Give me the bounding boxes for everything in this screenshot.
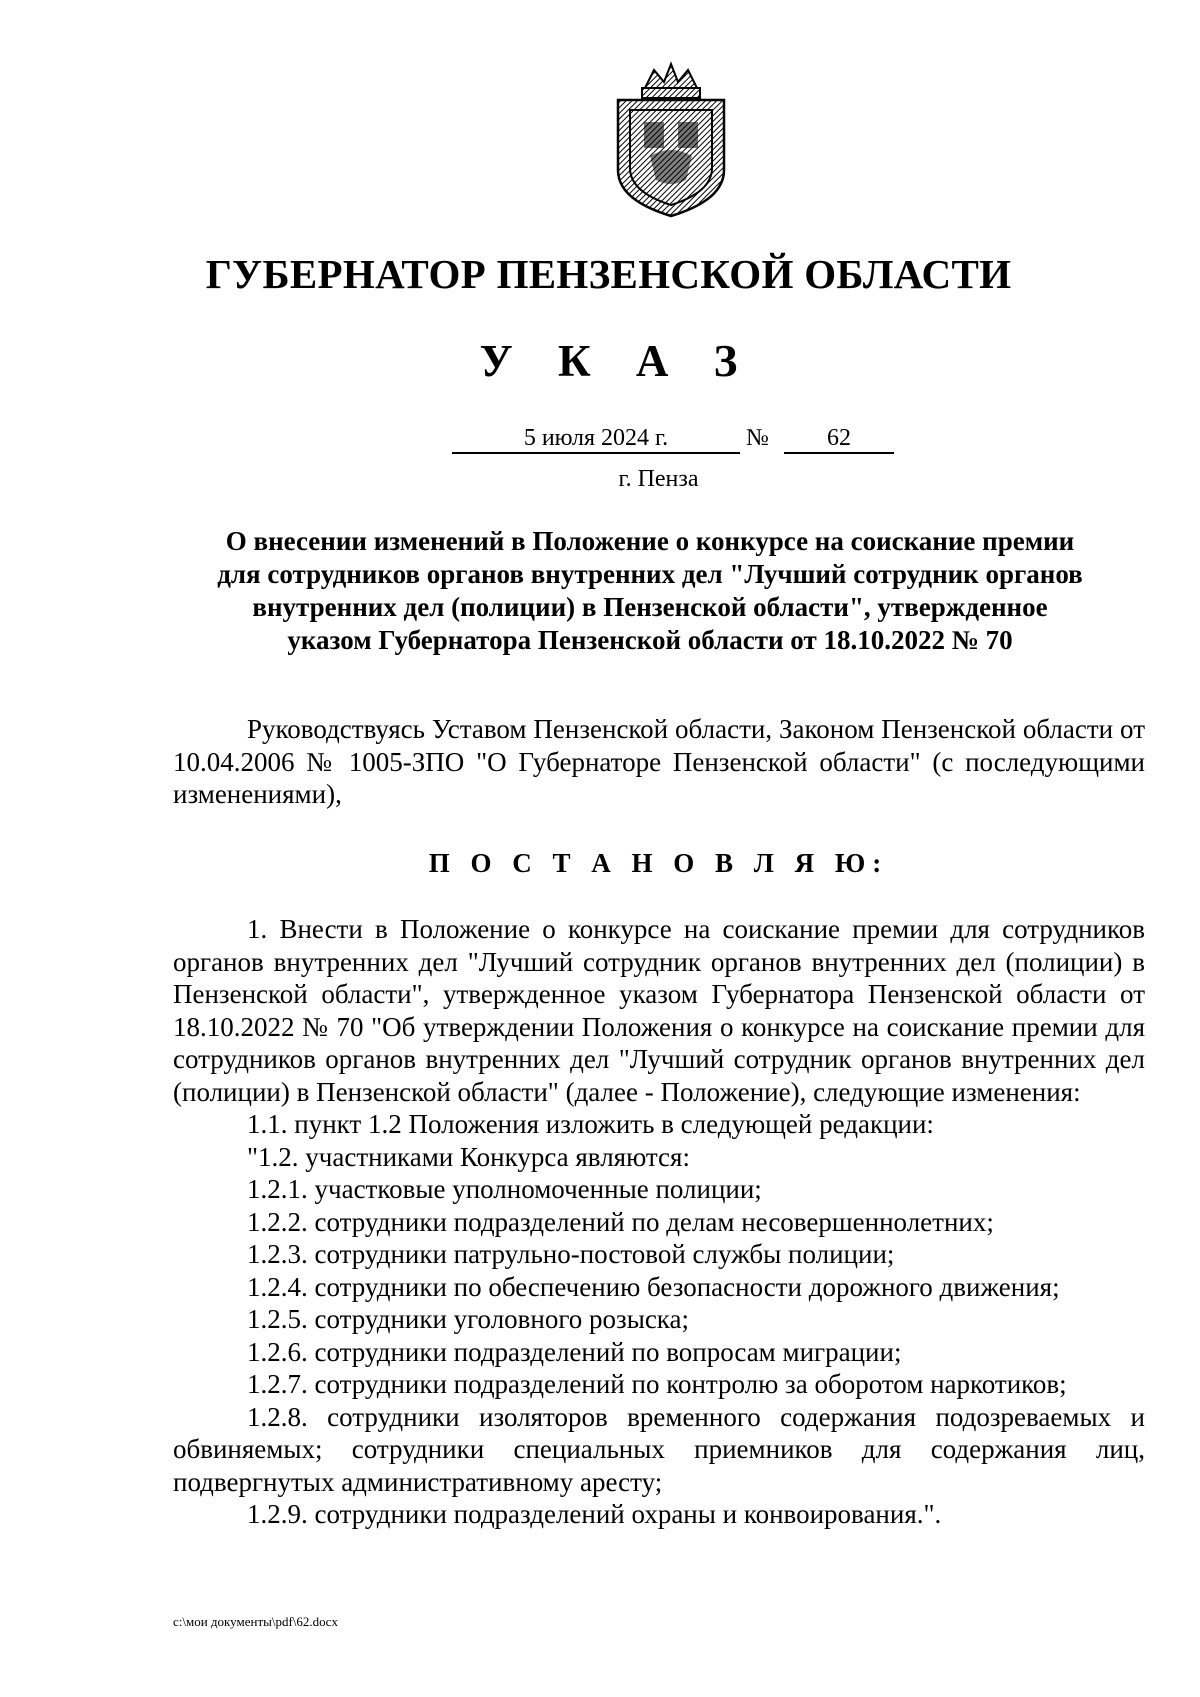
title-line: для сотрудников органов внутренних дел "Лучший сотрудник органов: [217, 559, 1083, 589]
list-item: 1.2.9. сотрудники подразделений охраны и конвоирования.".: [247, 1499, 942, 1529]
list-item: 1.2.6. сотрудники подразделений по вопросам миграции;: [247, 1336, 902, 1367]
preamble-block: [173, 713, 1145, 811]
issuing-authority: ГУБЕРНАТОР ПЕНЗЕНСКОЙ ОБЛАСТИ: [205, 251, 1012, 297]
title-line: внутренних дел (полиции) в Пензенской области", утвержденное: [252, 592, 1048, 622]
document-city: г. Пенза: [618, 466, 699, 492]
decree-item-1-1: 1.1. пункт 1.2 Положения изложить в следующей редакции:: [247, 1109, 934, 1139]
list-item: 1.2.8. сотрудники изоляторов временного содержания подозреваемых и обвиняемых; сотрудники специальных приемников для содержания лиц, подвергнутых административному аресту;: [173, 1401, 1145, 1497]
list-item: 1.2.1. участковые уполномоченные полиции;: [247, 1174, 762, 1204]
document-type: У К А З: [479, 336, 755, 386]
list-item: 1.2.5. сотрудники уголовного розыска;: [247, 1304, 690, 1334]
coat-of-arms-emblem: [604, 60, 738, 220]
document-title: [180, 525, 1120, 657]
decree-item-1: 1. Внести в Положение о конкурсе на соискание премии для сотрудников органов внутренних дел "Лучший сотрудник органов внутренних дел (полиции) в Пензенской области", утвержденное указом Губернатора Пензенской области от 18.10.2022 № 70 "Об утверждении Положения о конкурсе на соискание премии для сотрудников органов внутренних дел "Лучший сотрудник органов внутренних дел (полиции) в Пензенской области" (далее - Положение), следующие изменения:: [173, 914, 1145, 1107]
list-item: "1.2. участниками Конкурса являются:: [247, 1141, 690, 1172]
document-date: 5 июля 2024 г.: [452, 424, 740, 454]
preamble-paragraph: Руководствуясь Уставом Пензенской области, Законом Пензенской области от 10.04.2006 № 1005-ЗПО "О Губернаторе Пензенской области" (с последующими изменениями),: [173, 714, 1145, 809]
decree-heading: П О С Т А Н О В Л Я Ю:: [428, 848, 889, 878]
file-path-footer: c:\мои документы\pdf\62.docx: [173, 1614, 338, 1629]
title-line: указом Губернатора Пензенской области от 18.10.2022 № 70: [287, 625, 1013, 655]
list-item: 1.2.4. сотрудники по обеспечению безопасности дорожного движения;: [247, 1271, 1060, 1302]
title-line: О внесении изменений в Положение о конкурсе на соискание премии: [225, 526, 1075, 556]
document-number: 62: [784, 424, 894, 454]
list-item: 1.2.3. сотрудники патрульно-постовой службы полиции;: [247, 1239, 895, 1269]
number-sign: №: [746, 425, 769, 451]
decree-items: [173, 913, 1145, 1531]
list-item: 1.2.7. сотрудники подразделений по контролю за оборотом наркотиков;: [247, 1369, 1067, 1399]
list-item: 1.2.2. сотрудники подразделений по делам несовершеннолетних;: [247, 1206, 994, 1237]
